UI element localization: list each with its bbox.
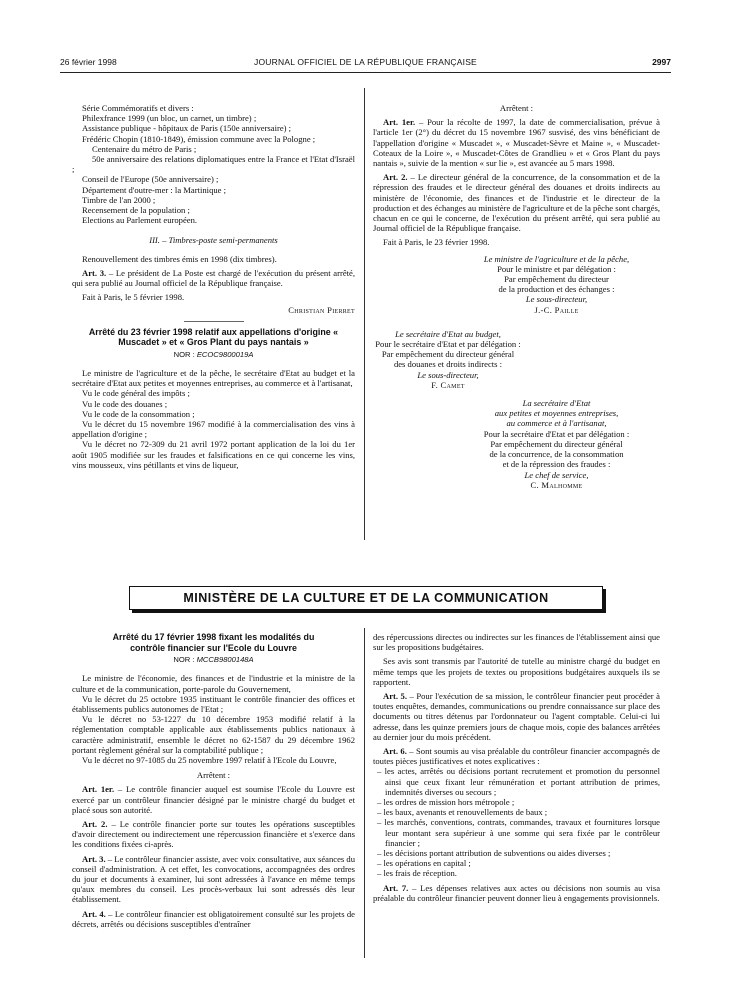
delegation-line: Pour le ministre et par délégation : <box>497 263 616 274</box>
article-1 <box>72 784 355 815</box>
series-item: Timbre de l'an 2000 ; <box>82 194 156 205</box>
article-text: – Sont soumis au visa préalable du contrôleur financier accompagnés de toutes pièces justificatives et notes explicatives : <box>373 746 660 767</box>
article-2 <box>373 172 660 233</box>
visa-clause: Vu le décret no 97-1085 du 25 novembre 1997 relatif à l'Ecole du Louvre, <box>82 755 337 766</box>
series-item: Centenaire du métro de Paris ; <box>92 143 197 154</box>
delegation-line: de la production et des échanges : <box>498 284 615 295</box>
delegation-line: Pour le secrétaire d'Etat et par délégation : <box>375 339 521 350</box>
renewal-text: Renouvellement des timbres émis en 1998 (dix timbres). <box>82 253 277 264</box>
article-label: Art. 7. <box>383 882 409 893</box>
signature-place-date: Fait à Paris, le 23 février 1998. <box>383 237 490 248</box>
article-4 <box>72 909 355 929</box>
series-item: Frédéric Chopin (1810-1849), émission commune avec la Pologne ; <box>82 133 316 144</box>
decree-title: Arrêté du 17 février 1998 fixant les modalités du contrôle financier sur l'Ecole du Louvre <box>112 632 315 653</box>
arretent-heading: Arrêtent : <box>196 770 231 781</box>
delegation-line: des douanes et droits indirects : <box>393 359 503 370</box>
signatory-role: Le chef de service, <box>524 469 589 480</box>
ministry-heading: MINISTÈRE DE LA CULTURE ET DE LA COMMUNICATION <box>183 590 549 605</box>
nor-code: MCCB9800148A <box>196 655 254 665</box>
visa-clause: Vu le code des douanes ; <box>82 398 168 409</box>
list-item: – les marchés, conventions, contrats, commandes, travaux et fournitures lorsque leur montant sera supérieur à une somme qui sera fixée par le contrôleur financier ; <box>377 817 660 848</box>
article-label: Art. 2. <box>383 172 408 183</box>
visa-clause: Vu le décret no 72-309 du 21 avril 1972 portant application de la loi du 1er août 1905 modifiée sur les fraudes et falsifications en ce qui concerne les vins, vins mousseux, vins pétillants et vins de liqueur, <box>72 439 355 470</box>
article-text: – Le contrôleur financier est obligatoirement consulté sur les projets de décrets, arrêtés ou décisions susceptibles d'entraîner <box>72 908 355 929</box>
delegation-line: Par empêchement du directeur général <box>381 349 515 360</box>
signatory-name: C. Malhomme <box>530 479 583 490</box>
visa-clause: Vu le décret du 15 novembre 1967 modifié à la commercialisation des vins à appellation d'origine ; <box>72 419 355 440</box>
article-text: – Le contrôleur financier assiste, avec voix consultative, aux séances du conseil d'administration. A cet effet, les convocations, accompagnées des ordres du jour et documents à examiner, lui sont adressées à l'avance en même temps qu'aux membres du conseil. Les procès-verbaux lui sont adressés dès leur établissement. <box>72 853 355 905</box>
top-right-column <box>373 103 660 543</box>
visa-clause: Vu le décret no 53-1227 du 10 décembre 1953 modifié relatif à la réglementation comptable applicable aux établissements publics nationaux à caractère administratif, ensemble le décret no 62-1587 du 29 décembre 1962 portant règlement général sur la comptabilité publique ; <box>72 714 355 755</box>
article-text: – Pour l'exécution de sa mission, le contrôleur financier peut procéder à toutes enquêtes, demandes, communications ou prendre connaissance sur place des documents ou titres détenus par l'ordonnateur ou l'agent comptable. Celui-ci lui adresse, dans les quinze premiers jours de chaque mois, copie des balances arrêtées au dernier jour du mois précédent. <box>373 691 660 742</box>
continuation-text: des répercussions directes ou indirectes sur les finances de l'établissement ainsi que sur les propositions budgétaires. <box>373 632 660 653</box>
series-item: Conseil de l'Europe (50e anniversaire) ; <box>82 174 219 185</box>
signatory-title: Le ministre de l'agriculture et de la pêche, <box>483 253 630 264</box>
list-item: – les ordres de mission hors métropole ; <box>377 797 515 808</box>
article-text: – Les dépenses relatives aux actes ou décisions non soumis au visa préalable du contrôleur financier peuvent donner lieu à engagements provisionnels. <box>373 882 660 903</box>
preamble: Le ministre de l'économie, des finances et de l'industrie et la ministre de la culture et de la communication, porte-parole du Gouvernement, <box>72 673 355 694</box>
list-item: – les baux, avenants et renouvellements de baux ; <box>377 807 548 818</box>
signature-block-2 <box>373 329 543 390</box>
page-header <box>60 57 671 71</box>
article-7 <box>373 883 660 903</box>
series-item: Philexfrance 1999 (un bloc, un carnet, un timbre) ; <box>82 113 257 124</box>
series-item: Série Commémoratifs et divers : <box>82 103 194 113</box>
header-rule <box>60 72 671 73</box>
bottom-left-column <box>72 632 355 967</box>
column-divider <box>364 88 365 540</box>
section-separator <box>184 321 244 322</box>
arretent-heading: Arrêtent : <box>499 103 534 113</box>
article-3 <box>72 854 355 905</box>
article-label: Art. 1er. <box>383 117 416 128</box>
article-5 <box>373 691 660 742</box>
signatory-name: F. Camet <box>431 379 465 390</box>
signatory-name: J.-C. Paille <box>534 304 579 315</box>
decree-title: Arrêté du 23 février 1998 relatif aux appellations d'origine « Muscadet » et « Gros Plant du pays nantais » <box>88 326 339 348</box>
article-6 <box>373 746 660 766</box>
section-heading: III. – Timbres-poste semi-permanents <box>149 235 278 246</box>
series-item: Assistance publique - hôpitaux de Paris (150e anniversaire) ; <box>82 123 292 134</box>
series-item: Elections au Parlement européen. <box>82 215 198 226</box>
delegation-line: Pour la secrétaire d'Etat et par délégation : <box>483 428 630 439</box>
article-label: Art. 3. <box>82 267 107 278</box>
list-item: – les décisions portant attribution de subventions ou aides diverses ; <box>377 848 611 859</box>
ministry-heading-box <box>129 586 603 610</box>
nor-reference <box>72 350 355 360</box>
nor-code: ECOC9800019A <box>196 349 254 359</box>
header-date: 26 février 1998 <box>60 57 117 67</box>
article-label: Art. 3. <box>82 853 106 864</box>
article-label: Art. 1er. <box>82 784 115 795</box>
delegation-line: Par empêchement du directeur <box>504 274 609 285</box>
journal-title: JOURNAL OFFICIEL DE LA RÉPUBLIQUE FRANÇAISE <box>254 57 477 67</box>
article-text: – Le contrôle financier auquel est soumise l'Ecole du Louvre est exercé par un contrôleur financier désigné par le ministre chargé du budget et placé sous son autorité. <box>72 784 355 815</box>
delegation-line: et de la répression des fraudes : <box>502 459 611 470</box>
series-item: 50e anniversaire des relations diplomatiques entre la France et l'Etat d'Israël ; <box>72 154 355 175</box>
signatory-role: Le sous-directeur, <box>525 294 588 305</box>
preamble: Le ministre de l'agriculture et de la pêche, le secrétaire d'Etat au budget et la secrétaire d'Etat aux petites et moyennes entreprises, au commerce et à l'artisanat, <box>72 368 355 389</box>
article-text: – Le président de La Poste est chargé de l'exécution du présent arrêté, qui sera publié au Journal officiel de la République française. <box>72 267 355 289</box>
visa-clause: Vu le décret du 25 octobre 1935 instituant le contrôle financier des offices et établissements publics autonomes de l'Etat ; <box>72 693 355 714</box>
series-item: Département d'outre-mer : la Martinique ; <box>82 184 227 195</box>
top-left-column <box>72 103 355 543</box>
visa-clause: Vu le code de la consommation ; <box>82 408 195 419</box>
list-item: – les frais de réception. <box>377 868 457 879</box>
article-3 <box>72 268 355 288</box>
series-item: Recensement de la population ; <box>82 205 190 216</box>
signatory-title: au commerce et à l'artisanat, <box>506 418 607 429</box>
signatory-title: La secrétaire d'Etat <box>522 398 591 409</box>
article-text: – Pour la récolte de 1997, la date de commercialisation, prévue à l'article 1er (2°) du décret du 15 novembre 1967 susvisé, des vins bénéficiant de l'appellation d'origine « Muscadet », « Muscadet-Sèvre et Maine », « Muscadet-Coteaux de la Loire », « Muscadet-Côtes de Grandlieu » et « Gros Plant du pays nantais », suivie de la mention « sur lie », est avancée au 5 mars 1998. <box>373 117 660 169</box>
article-label: Art. 5. <box>383 691 407 702</box>
paragraph: Ses avis sont transmis par l'autorité de tutelle au ministre chargé du budget en même temps que les projets de textes ou propositions budgétaires auxquels ils se rapportent. <box>373 656 660 687</box>
page-number: 2997 <box>652 57 671 67</box>
article-label: Art. 6. <box>383 746 407 757</box>
delegation-line: de la concurrence, de la consommation <box>489 449 624 460</box>
nor-reference <box>72 655 355 665</box>
signatory-role: Le sous-directeur, <box>417 369 479 380</box>
article-2 <box>72 819 355 850</box>
article-1 <box>373 117 660 168</box>
article-text: – Le contrôle financier porte sur toutes les opérations susceptibles d'avoir directement ou indirectement une répercussion financière et s'exerce dans les conditions fixées ci-après. <box>72 819 355 850</box>
article-label: Art. 4. <box>82 908 106 919</box>
column-divider <box>364 628 365 958</box>
signature-place-date: Fait à Paris, le 5 février 1998. <box>82 292 185 303</box>
signatory-name: Christian Pierret <box>288 305 355 316</box>
signature-block-3 <box>453 398 660 490</box>
visa-clause: Vu le code général des impôts ; <box>82 388 190 399</box>
signatory-title: aux petites et moyennes entreprises, <box>494 408 619 419</box>
nor-label: NOR : <box>173 349 197 359</box>
signatory-title: Le secrétaire d'Etat au budget, <box>395 328 501 339</box>
nor-label: NOR : <box>173 655 197 665</box>
article-label: Art. 2. <box>82 819 108 830</box>
delegation-line: Par empêchement du directeur général <box>490 438 623 449</box>
bottom-right-column <box>373 632 660 967</box>
list-item: – les actes, arrêtés ou décisions portant recrutement et promotion du personnel ainsi que ceux fixant leur rémunération et portant attribution de primes, indemnités diverses ou secours ; <box>377 766 660 797</box>
article-text: – Le directeur général de la concurrence, de la consommation et de la répression des fraudes et le directeur général des douanes et droits indirects au ministère de l'économie, des finances et de l'industrie et le directeur de la production et des échanges au ministère de l'agriculture et de la pêche sont chargés, chacun en ce qui le concerne, de l'exécution du présent arrêté, qui sera publié au Journal officiel de la République française. <box>373 172 660 234</box>
list-item: – les opérations en capital ; <box>377 858 471 869</box>
signature-block-1 <box>453 254 660 315</box>
